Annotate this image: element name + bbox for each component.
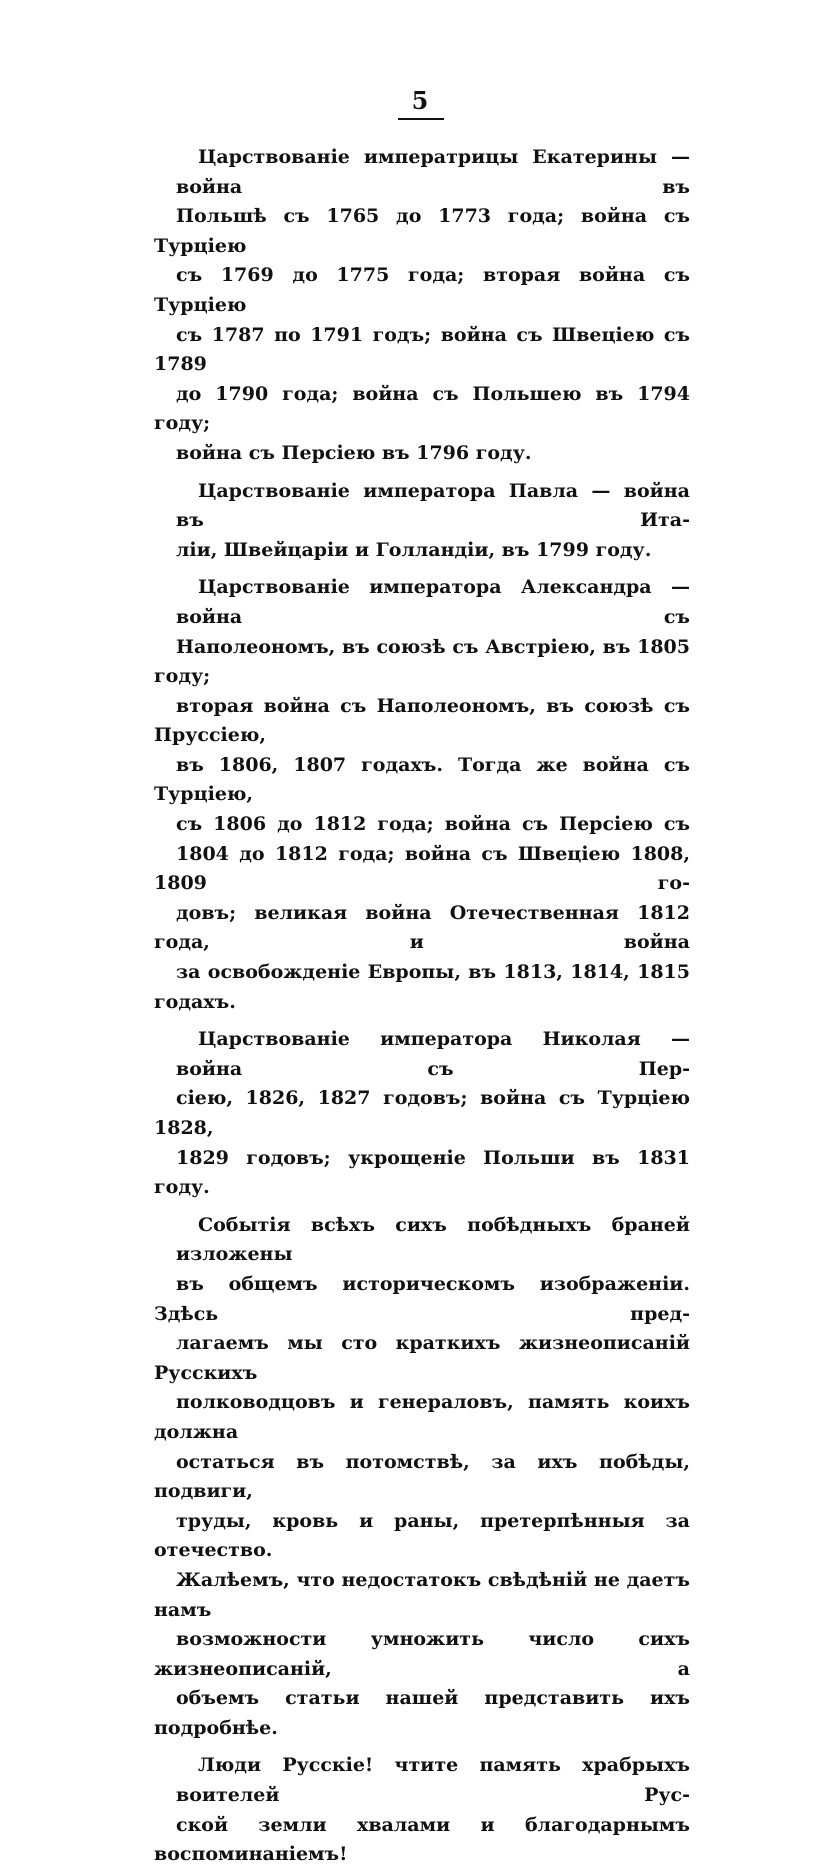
text-line: война съ Персіею въ 1796 году. xyxy=(176,441,532,464)
text-line: съ 1806 до 1812 года; война съ Персіею съ xyxy=(176,813,690,836)
text-line: въ общемъ историческомъ изображеніи. Здѣсь пред- xyxy=(154,1272,690,1325)
text-line: лагаемъ мы сто краткихъ жизнеописаній Русскихъ xyxy=(154,1332,690,1384)
text-line: съ 1769 до 1775 года; вторая война съ Турціею xyxy=(154,264,690,316)
page-number: 5 xyxy=(411,86,429,115)
body-text xyxy=(154,143,690,1870)
text-line: остаться въ потомствѣ, за ихъ побѣды, подвиги, xyxy=(154,1450,690,1503)
paragraph-nicholas xyxy=(154,1025,690,1203)
text-line: въ 1806, 1807 годахъ. Тогда же война съ Турціею, xyxy=(154,753,690,806)
text-line: объемъ статьи нашей представить ихъ подробнѣе. xyxy=(154,1687,690,1739)
text-line: съ 1787 по 1791 годъ; война съ Швеціею съ 1789 xyxy=(154,323,690,376)
paragraph-alexander xyxy=(154,573,690,1017)
text-line: 1829 годовъ; укрощеніе Польши въ 1831 году. xyxy=(154,1146,690,1199)
text-line: Польшѣ съ 1765 до 1773 года; война съ Турціею xyxy=(154,205,690,257)
text-line: Царствованіе императрицы Екатерины — война въ xyxy=(176,146,690,198)
text-line: Люди Русскіе! чтите память храбрыхъ воителей Рус- xyxy=(176,1754,690,1807)
text-line: Жалѣемъ, что недостатокъ свѣдѣній не даетъ намъ xyxy=(154,1568,690,1621)
text-line: труды, кровь и раны, претерпѣнныя за отечество. xyxy=(154,1509,690,1562)
text-line: Наполеономъ, въ союзѣ съ Австріею, въ 1805 году; xyxy=(154,635,690,688)
text-line: ліи, Швейцаріи и Голландіи, въ 1799 году. xyxy=(176,538,652,561)
text-line: полководцовъ и генераловъ, память коихъ должна xyxy=(154,1391,690,1443)
text-line: Событія всѣхъ сихъ побѣдныхъ браней изложены xyxy=(176,1213,690,1266)
text-line: до 1790 года; война съ Польшею въ 1794 году; xyxy=(154,382,690,435)
paragraph-biographies xyxy=(154,1211,690,1744)
text-line: 1804 до 1812 года; война съ Швеціею 1808, 1809 го- xyxy=(154,842,690,895)
paragraph-appeal xyxy=(154,1751,690,1869)
paragraph-catherine xyxy=(154,143,690,469)
header-rule xyxy=(398,118,444,120)
text-line: довъ; великая война Отечественная 1812 года, и война xyxy=(154,901,690,954)
text-line: ской земли хвалами и благодарнымъ воспоминаніемъ! xyxy=(154,1813,690,1866)
paragraph-paul xyxy=(154,477,690,566)
text-line: сіею, 1826, 1827 годовъ; война съ Турціею 1828, xyxy=(154,1087,690,1139)
text-line: Царствованіе императора Павла — война въ Ита- xyxy=(176,479,690,532)
text-line: Царствованіе императора Александра — война съ xyxy=(176,576,690,628)
text-line: возможности умножить число сихъ жизнеописаній, а xyxy=(154,1628,690,1680)
text-line: Царствованіе императора Николая — война съ Пер- xyxy=(176,1028,690,1080)
text-line: вторая война съ Наполеономъ, въ союзѣ съ Пруссіею, xyxy=(154,694,690,747)
text-line: за освобожденіе Европы, въ 1813, 1814, 1815 годахъ. xyxy=(154,961,690,1013)
